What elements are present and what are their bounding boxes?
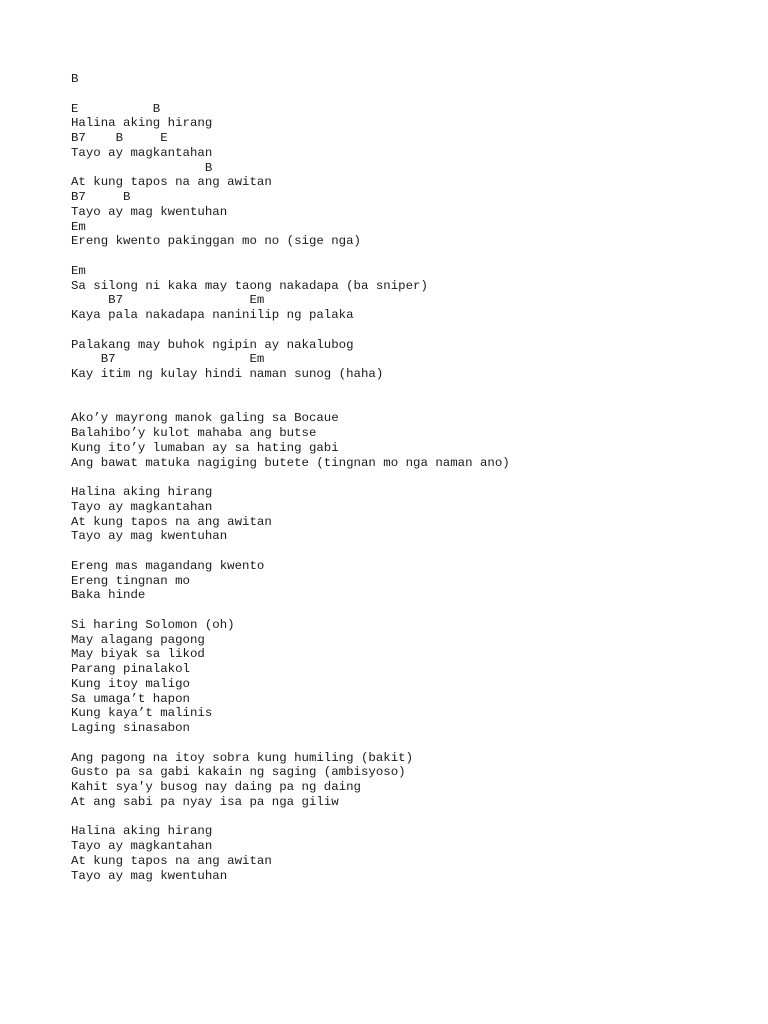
- lyrics-line: Si haring Solomon (oh): [71, 617, 235, 632]
- lyrics-line: Sa silong ni kaka may taong nakadapa (ba sniper): [71, 278, 428, 293]
- lyrics-line: [71, 87, 751, 102]
- lyrics-line: [71, 397, 751, 412]
- lyrics-line: Tayo ay mag kwentuhan: [71, 204, 228, 219]
- lyrics-line: [71, 249, 751, 264]
- lyrics-line: E B: [71, 101, 161, 116]
- lyrics-line: Em: [71, 263, 86, 278]
- lyrics-line: Kung kaya’t malinis: [71, 706, 213, 721]
- lyrics-line: Balahibo’y kulot mahaba ang butse: [71, 426, 317, 440]
- lyrics-line: Kung itoy maligo: [71, 676, 190, 691]
- lyrics-line: B: [71, 160, 213, 175]
- lyrics-line: B7 B E: [71, 131, 168, 145]
- lyrics-line: Laging sinasabon: [71, 721, 190, 735]
- lyrics-line: Ereng mas magandang kwento: [71, 558, 265, 573]
- lyrics-line: At kung tapos na ang awitan: [71, 175, 272, 190]
- lyrics-line: Sa umaga’t hapon: [71, 691, 190, 706]
- lyrics-line: Tayo ay magkantahan: [71, 145, 213, 160]
- lyrics-line: Ereng kwento pakinggan mo no (sige nga): [71, 234, 361, 249]
- lyrics-line: B7 B: [71, 190, 131, 204]
- lyrics-line: Kahit sya'y busog nay daing pa ng daing: [71, 780, 361, 794]
- lyrics-line: Baka hinde: [71, 588, 146, 603]
- lyrics-line: [71, 736, 751, 751]
- lyrics-line: [71, 470, 751, 485]
- lyrics-line: May biyak sa likod: [71, 647, 205, 662]
- lyrics-line: At kung tapos na ang awitan: [71, 853, 272, 868]
- lyrics-line: Gusto pa sa gabi kakain ng saging (ambisyoso): [71, 765, 406, 780]
- lyrics-line: Halina aking hirang: [71, 485, 213, 499]
- lyrics-line: Ang bawat matuka nagiging butete (tingnan mo nga naman ano): [71, 455, 510, 470]
- lyrics-line: Kung ito’y lumaban ay sa hating gabi: [71, 440, 339, 455]
- lyrics-line: B: [71, 72, 79, 86]
- lyrics-line: Ako’y mayrong manok galing sa Bocaue: [71, 411, 339, 426]
- lyrics-line: May alagang pagong: [71, 632, 205, 647]
- lyrics-line: Halina aking hirang: [71, 824, 213, 839]
- lyrics-line: [71, 323, 751, 338]
- lyrics-line: At ang sabi pa nyay isa pa nga giliw: [71, 794, 339, 809]
- lyrics-line: Tayo ay mag kwentuhan: [71, 868, 228, 883]
- lyrics-line: Ereng tingnan mo: [71, 573, 190, 588]
- lyrics-line: [71, 810, 751, 825]
- lyrics-line: Kay itim ng kulay hindi naman sunog (haha): [71, 367, 384, 381]
- lyrics-line: Halina aking hirang: [71, 116, 213, 131]
- lyrics-line: Tayo ay magkantahan: [71, 499, 213, 514]
- lyrics-line: B7 Em: [71, 293, 265, 308]
- lyrics-line: [71, 544, 751, 559]
- lyrics-line: Tayo ay magkantahan: [71, 839, 213, 853]
- lyrics-line: Em: [71, 219, 86, 234]
- lyrics-line: Kaya pala nakadapa naninilip ng palaka: [71, 308, 354, 322]
- lyrics-line: Parang pinalakol: [71, 662, 190, 676]
- lyrics-line: Palakang may buhok ngipin ay nakalubog: [71, 337, 354, 352]
- lyrics-line: At kung tapos na ang awitan: [71, 514, 272, 529]
- lyrics-document: [71, 72, 751, 883]
- lyrics-line: [71, 382, 751, 397]
- lyrics-line: Ang pagong na itoy sobra kung humiling (bakit): [71, 750, 414, 765]
- lyrics-line: B7 Em: [71, 352, 265, 367]
- lyrics-line: [71, 603, 751, 618]
- lyrics-line: Tayo ay mag kwentuhan: [71, 529, 228, 544]
